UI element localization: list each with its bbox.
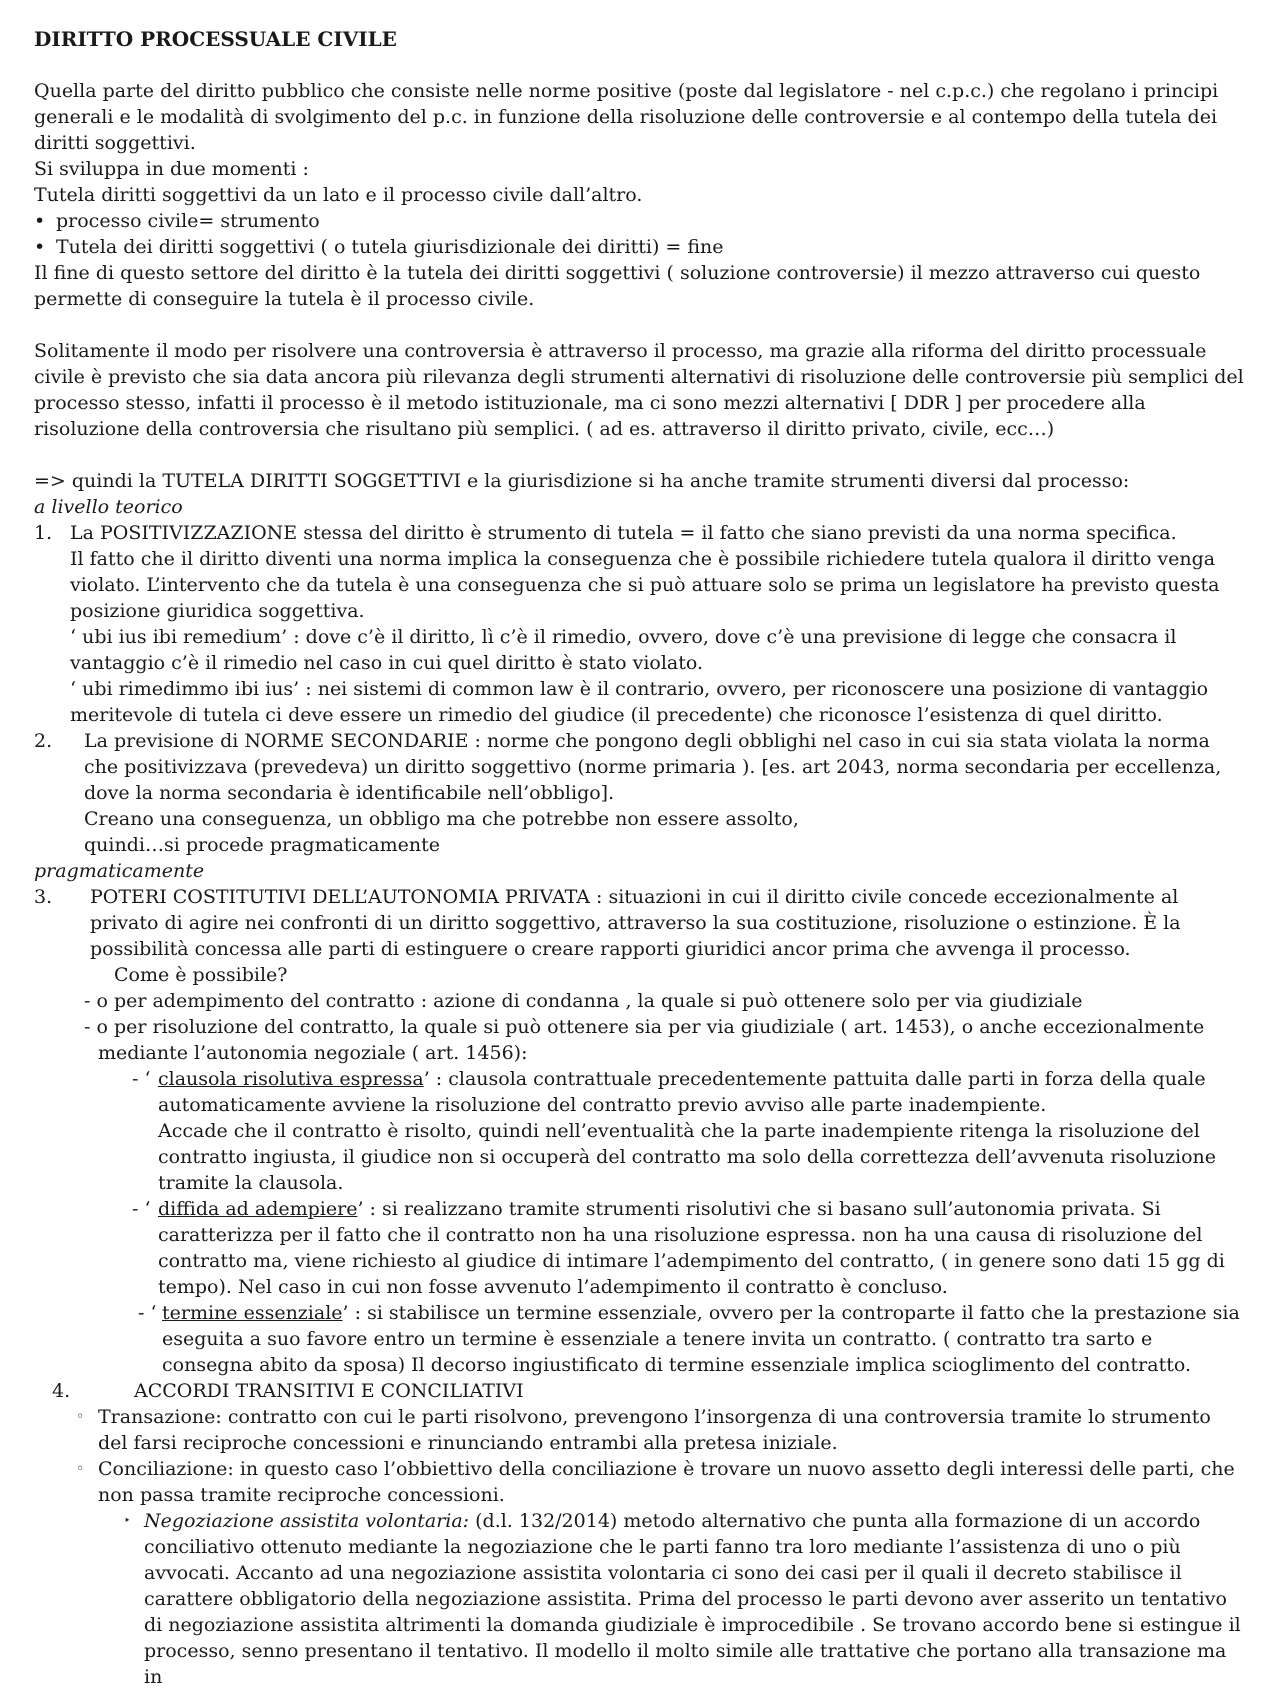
circle-item	[34, 1404, 1246, 1456]
item-heading: ACCORDI TRANSITIVI E CONCILIATIVI	[134, 1380, 524, 1402]
how-question: Come è possibile?	[114, 964, 288, 986]
sub-item-lead: - ‘	[138, 1302, 157, 1324]
item-heading: La POSITIVIZZAZIONE stessa del diritto è strumento di tutela = il fatto che siano previsti da una norma specifica.	[70, 522, 1177, 544]
item-paragraph: Il fatto che il diritto diventi una norma implica la conseguenza che è possibile richiedere tutela qualora il diritto venga violato. L’intervento che da tutela è una conseguenza che si può attuare solo se prima un legislatore ha previsto questa posizione giuridica soggettiva.	[70, 548, 1220, 622]
list-item-2	[34, 728, 1246, 858]
list-number: 1.	[34, 522, 53, 544]
item-paragraph: ‘ ubi rimedimmo ibi ius’ : nei sistemi di common law è il contrario, ovvero, per riconoscere una posizione di vantaggio meritevole di tutela ci deve essere un rimedio del giudice (il precedente) che riconosce l’esistenza di quel diritto.	[70, 678, 1209, 726]
sub-item-term: clausola risolutiva espressa	[158, 1068, 424, 1090]
sub-item-text: ’ : si realizzano tramite strumenti risolutivi che si basano sull’autonomia privata. Si caratterizza per il fatto che il contratto non ha una risoluzione espressa. non ha una causa di risoluzione del contratto ma, viene richiesto al giudice di intimare l’adempimento del contratto, ( in genere sono dati 15 gg di tempo). Nel caso in cui non fosse avvenuto l’adempimento il contratto è concluso.	[158, 1198, 1225, 1298]
triangle-item-text: (d.l. 132/2014) metodo alternativo che punta alla formazione di un accordo conciliativo ottenuto mediante la negoziazione che le parti fanno tra loro mediante l’assistenza di uno o più avvocati. Accanto ad una negoziazione assistita volontaria ci sono dei casi per il quali il decreto stabilisce il carattere obbligatorio della negoziazione assistita. Prima del processo le parti devono aver asserito un tentativo di negoziazione assistita altrimenti la domanda giudiziale è improcedibile . Se trovano accordo bene si estingue il processo, senno presentano il tentativo. Il modello il molto simile alle trattative che portano alla transazione ma in	[144, 1510, 1241, 1688]
list-item-1	[34, 520, 1246, 728]
sub-item-term: diffida ad adempiere	[158, 1198, 358, 1220]
intro-paragraph: Quella parte del diritto pubblico che consiste nelle norme positive (poste dal legislatore - nel c.p.c.) che regolano i principi generali e le modalità di svolgimento del p.c. in funzione della risoluzione delle controversie e al contempo della tutela dei diritti soggettivi.	[34, 80, 1219, 154]
sub-item-text: ’ : si stabilisce un termine essenziale, ovvero per la controparte il fatto che la prestazione sia eseguita a suo favore entro un termine è essenziale a tenere invita un contratto. ( contratto tra sarto e consegna abito da sposa) Il decorso ingiustificato di termine essenziale implica scioglimento del contratto.	[162, 1302, 1240, 1376]
list-item-4	[34, 1378, 1246, 1404]
item-heading: La previsione di NORME SECONDARIE : norme che pongono degli obblighi nel caso in cui sia stata violata la norma che positivizzava (prevedeva) un diritto soggettivo (norme primaria ). [es. art 2043, norma secondaria per eccellenza, dove la norma secondaria è identificabile nell’obbligo].	[84, 730, 1222, 804]
dash-item: - o per adempimento del contratto : azione di condanna , la quale si può ottenere solo per via giudiziale	[84, 990, 1083, 1012]
sub-item-text: ’ : clausola contrattuale precedentemente pattuita dalle parti in forza della quale automaticamente avviene la risoluzione del contratto previo avviso alle parte inadempiente.	[158, 1068, 1206, 1116]
bullet-text: processo civile= strumento	[56, 210, 320, 232]
item-paragraph: quindi…si procede pragmaticamente	[84, 834, 440, 856]
alternatives-paragraph: Solitamente il modo per risolvere una controversia è attraverso il processo, ma grazie alla riforma del diritto processuale civile è previsto che sia data ancora più rilevanza degli strumenti alternativi di risoluzione delle controversie più semplici del processo stesso, infatti il processo è il metodo istituzionale, ma ci sono mezzi alternativi [ DDR ] per procedere alla risoluzione della controversia che risultano più semplici. ( ad es. attraverso il diritto privato, civile, ecc…)	[34, 340, 1244, 440]
triangle-item-label: Negoziazione assistita volontaria:	[144, 1510, 470, 1532]
level-label: a livello teorico	[34, 496, 183, 518]
document-title: DIRITTO PROCESSUALE CIVILE	[34, 27, 397, 51]
triangle-bullet-icon: ‣	[124, 1514, 131, 1527]
sub-item	[34, 1066, 1246, 1196]
circle-item	[34, 1456, 1246, 1508]
sub-item-lead: - ‘	[132, 1068, 151, 1090]
quindi-line: => quindi la TUTELA DIRITTI SOGGETTIVI e la giurisdizione si ha anche tramite strumenti diversi dal processo:	[34, 470, 1130, 492]
circle-bullet-icon: ◦	[76, 1461, 85, 1477]
fine-paragraph: Il fine di questo settore del diritto è la tutela dei diritti soggettivi ( soluzione controversie) il mezzo attraverso cui questo permette di conseguire la tutela è il processo civile.	[34, 262, 1201, 310]
bullet-icon: •	[34, 210, 46, 232]
bullet-icon: •	[34, 236, 46, 258]
bullet-text: Tutela dei diritti soggettivi ( o tutela giurisdizionale dei diritti) = fine	[56, 236, 724, 258]
item-paragraph: Creano una conseguenza, un obbligo ma che potrebbe non essere assolto,	[84, 808, 799, 830]
circle-item-text: Conciliazione: in questo caso l’obbiettivo della conciliazione è trovare un nuovo assetto degli interessi delle parti, che non passa tramite reciproche concessioni.	[98, 1458, 1235, 1506]
item-heading: POTERI COSTITUTIVI DELL’AUTONOMIA PRIVATA : situazioni in cui il diritto civile concede eccezionalmente al privato di agire nei confronti di un diritto soggettivo, attraverso la sua costituzione, risoluzione o estinzione. È la possibilità concessa alle parti di estinguere o creare rapporti giuridici ancor prima che avvenga il processo.	[90, 886, 1181, 960]
circle-bullet-icon: ◦	[76, 1409, 85, 1425]
list-number: 2.	[34, 730, 53, 752]
item-paragraph: ‘ ubi ius ibi remedium’ : dove c’è il diritto, lì c’è il rimedio, ovvero, dove c’è una previsione di legge che consacra il vantaggio c’è il rimedio nel caso in cui quel diritto è stato violato.	[70, 626, 1177, 674]
level-label: pragmaticamente	[34, 860, 205, 882]
bullet-item	[34, 234, 1246, 260]
sub-item-term: termine essenziale	[162, 1302, 343, 1324]
list-number: 3.	[34, 886, 53, 908]
list-item-3	[34, 884, 1246, 962]
sub-item	[34, 1300, 1246, 1378]
bullet-item	[34, 208, 1246, 234]
sides-line: Tutela diritti soggettivi da un lato e il processo civile dall’altro.	[34, 184, 643, 206]
moments-line: Si sviluppa in due momenti :	[34, 158, 309, 180]
triangle-item	[34, 1508, 1246, 1690]
dash-item: - o per risoluzione del contratto, la quale si può ottenere sia per via giudiziale ( art. 1453), o anche eccezionalmente mediante l’autonomia negoziale ( art. 1456):	[84, 1016, 1205, 1064]
list-number: 4.	[52, 1380, 71, 1402]
circle-item-text: Transazione: contratto con cui le parti risolvono, prevengono l’insorgenza di una controversia tramite lo strumento del farsi reciproche concessioni e rinunciando entrambi alla pretesa iniziale.	[98, 1406, 1211, 1454]
sub-item-paragraph: Accade che il contratto è risolto, quindi nell’eventualità che la parte inadempiente ritenga la risoluzione del contratto ingiusta, il giudice non si occuperà del contratto ma solo della correttezza dell’avvenuta risoluzione tramite la clausola.	[158, 1120, 1217, 1194]
sub-item	[34, 1196, 1246, 1300]
sub-item-lead: - ‘	[132, 1198, 151, 1220]
